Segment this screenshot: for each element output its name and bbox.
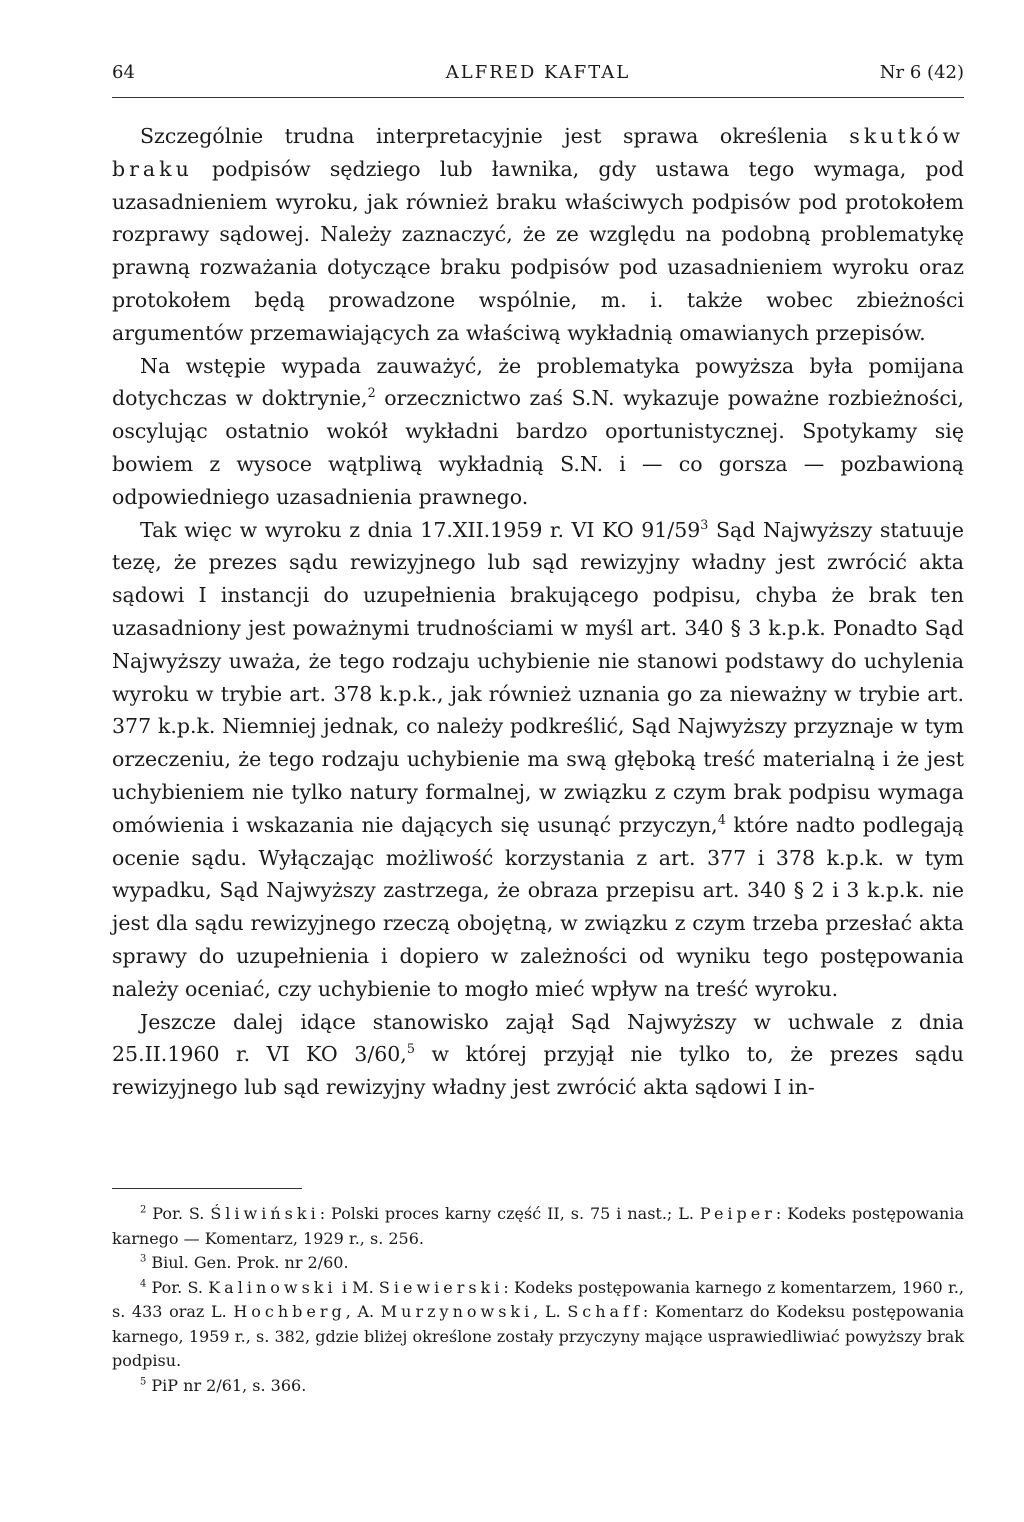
spaced-author: Hochberg (233, 1302, 346, 1321)
issue-number: Nr 6 (42) (879, 62, 964, 83)
spaced-author: Śliwiński (210, 1204, 320, 1223)
text-run: Sąd Najwyższy statuuje tezę, że prezes sądu rewizyjnego lub sąd rewizyjny władny jest zwrócić akta sądowi I instancji do uzupełnienia brakującego podpisu, chyba że brak ten uzasadniony jest poważnymi trudnościami w myśl art. 340 § 3 k.p.k. Ponadto Sąd Najwyższy uważa, że tego rodzaju uchybienie nie stanowi podstawy do uchylenia wyroku w trybie art. 378 k.p.k., jak również uznania go za nieważny w trybie art. 377 k.p.k. Niemniej jednak, co należy podkreślić, Sąd Najwyższy przyznaje w tym orzeczeniu, że tego rodzaju uchybienie ma swą głęboką treść materialną i że jest uchybieniem nie tylko natury formalnej, w związku z czym brak podpisu wymaga omówienia i wskazania nie dających się usunąć przyczyn, (112, 517, 964, 837)
text-run: Jeszcze dalej idące stanowisko zajął Sąd Najwyższy w uchwale z dnia 25.II.1960 r. VI KO 3/60, (112, 1009, 964, 1067)
main-text (112, 120, 964, 1104)
text-run: PiP nr 2/61, s. 366. (146, 1375, 307, 1395)
spaced-author: Kalinowski (208, 1277, 337, 1297)
footnote-ref: 3 (700, 516, 709, 532)
text-run: które nadto podlegają ocenie sądu. Wyłączając możliwość korzystania z art. 377 i 378 k.p.k. w tym wypadku, Sąd Najwyższy zastrzega, że obraza przepisu art. 340 § 2 i 3 k.p.k. nie jest dla sądu rewizyjnego rzeczą obojętną, w związku z czym trzeba przesłać akta sprawy do uzupełnienia i dopiero w zależności od wyniku tego postępowania należy oceniać, czy uchybienie to mogło mieć wpływ na treść wyroku. (112, 812, 965, 1001)
footnote-number: 2 (140, 1204, 147, 1216)
text-run: Biul. Gen. Prok. nr 2/60. (146, 1253, 349, 1272)
text-run: Tak więc w wyroku z dnia 17.XII.1959 r. VI KO 91/59 (140, 517, 701, 542)
text-run: Szczególnie trudna interpretacyjnie jest sprawa określenia (140, 124, 850, 148)
text-run: , L. (533, 1302, 568, 1321)
text-run: w której przyjął nie tylko to, że prezes sądu rewizyjnego lub sąd rewizyjny władny jest zwrócić akta sądowi I in- (112, 1042, 964, 1100)
text-run: Por. S. (146, 1204, 211, 1223)
text-run: , A. (345, 1302, 381, 1321)
running-author: ALFRED KAFTAL (445, 62, 631, 83)
text-run: Na wstępie wypada zauważyć, że problematyka powyższa była pomijana dotychczas w doktrynie, (112, 353, 964, 411)
text-run: i M. (336, 1277, 379, 1297)
footnote-2 (112, 1202, 964, 1251)
footnote-ref: 2 (367, 385, 376, 401)
paragraph-1 (112, 120, 964, 350)
spaced-author: Murzynowski (380, 1302, 534, 1321)
footnote-number: 5 (140, 1376, 147, 1388)
footnote-5 (112, 1374, 964, 1399)
spaced-author: Peiper (699, 1204, 776, 1223)
paragraph-4 (112, 1006, 964, 1104)
text-run: : Kodeks postępowania karnego z komentarzem, 1960 r., s. 433 oraz L. (112, 1277, 965, 1321)
footnote-number: 3 (140, 1253, 147, 1265)
paragraph-3 (112, 514, 964, 1006)
footnote-ref: 4 (717, 811, 726, 827)
spaced-author: Schaff (567, 1302, 643, 1321)
footnote-rule (112, 1188, 302, 1189)
running-header (112, 62, 964, 92)
text-run: orzecznictwo zaś S.N. wykazuje poważne rozbieżności, oscylując ostatnio wokół wykładni bardzo oportunistycznej. Spotykamy się bowiem z wysoce wątpliwą wykładnią S.N. i — co gorsza — pozbawioną odpowiedniego uzasadnienia prawnego. (112, 386, 964, 509)
footnote-4 (112, 1276, 964, 1374)
footnote-ref: 5 (406, 1041, 415, 1057)
header-rule (112, 97, 964, 98)
text-run: : Komentarz do Kodeksu postępowania karnego, 1959 r., s. 382, gdzie bliżej określone zostały przyczyny mające usprawiedliwiać powyższy brak podpisu. (112, 1302, 964, 1370)
text-run: : Polski proces karny część II, s. 75 i nast.; L. (319, 1204, 700, 1223)
text-run: : Kodeks postępowania karnego — Komentarz, 1929 r., s. 256. (112, 1204, 965, 1248)
spaced-author: Siewierski (378, 1277, 504, 1297)
text-run: podpisów sędziego lub ławnika, gdy ustawa tego wymaga, pod uzasadnieniem wyroku, jak również braku właściwych podpisów pod protokołem rozprawy sądowej. Należy zaznaczyć, że ze względu na podobną problematykę prawną rozważania dotyczące braku podpisów pod uzasadnieniem wyroku oraz protokołem będą prowadzone wspólnie, m. i. także wobec zbieżności argumentów przemawiających za właściwą wykładnią omawianych przepisów. (112, 156, 964, 345)
spaced-emphasis: skutków braku (112, 124, 964, 181)
footnotes (112, 1202, 964, 1398)
text-run: Por. S. (146, 1277, 209, 1297)
footnote-3 (112, 1251, 964, 1276)
paragraph-2 (112, 350, 964, 514)
footnote-number: 4 (140, 1278, 147, 1290)
page-number: 64 (112, 62, 135, 83)
